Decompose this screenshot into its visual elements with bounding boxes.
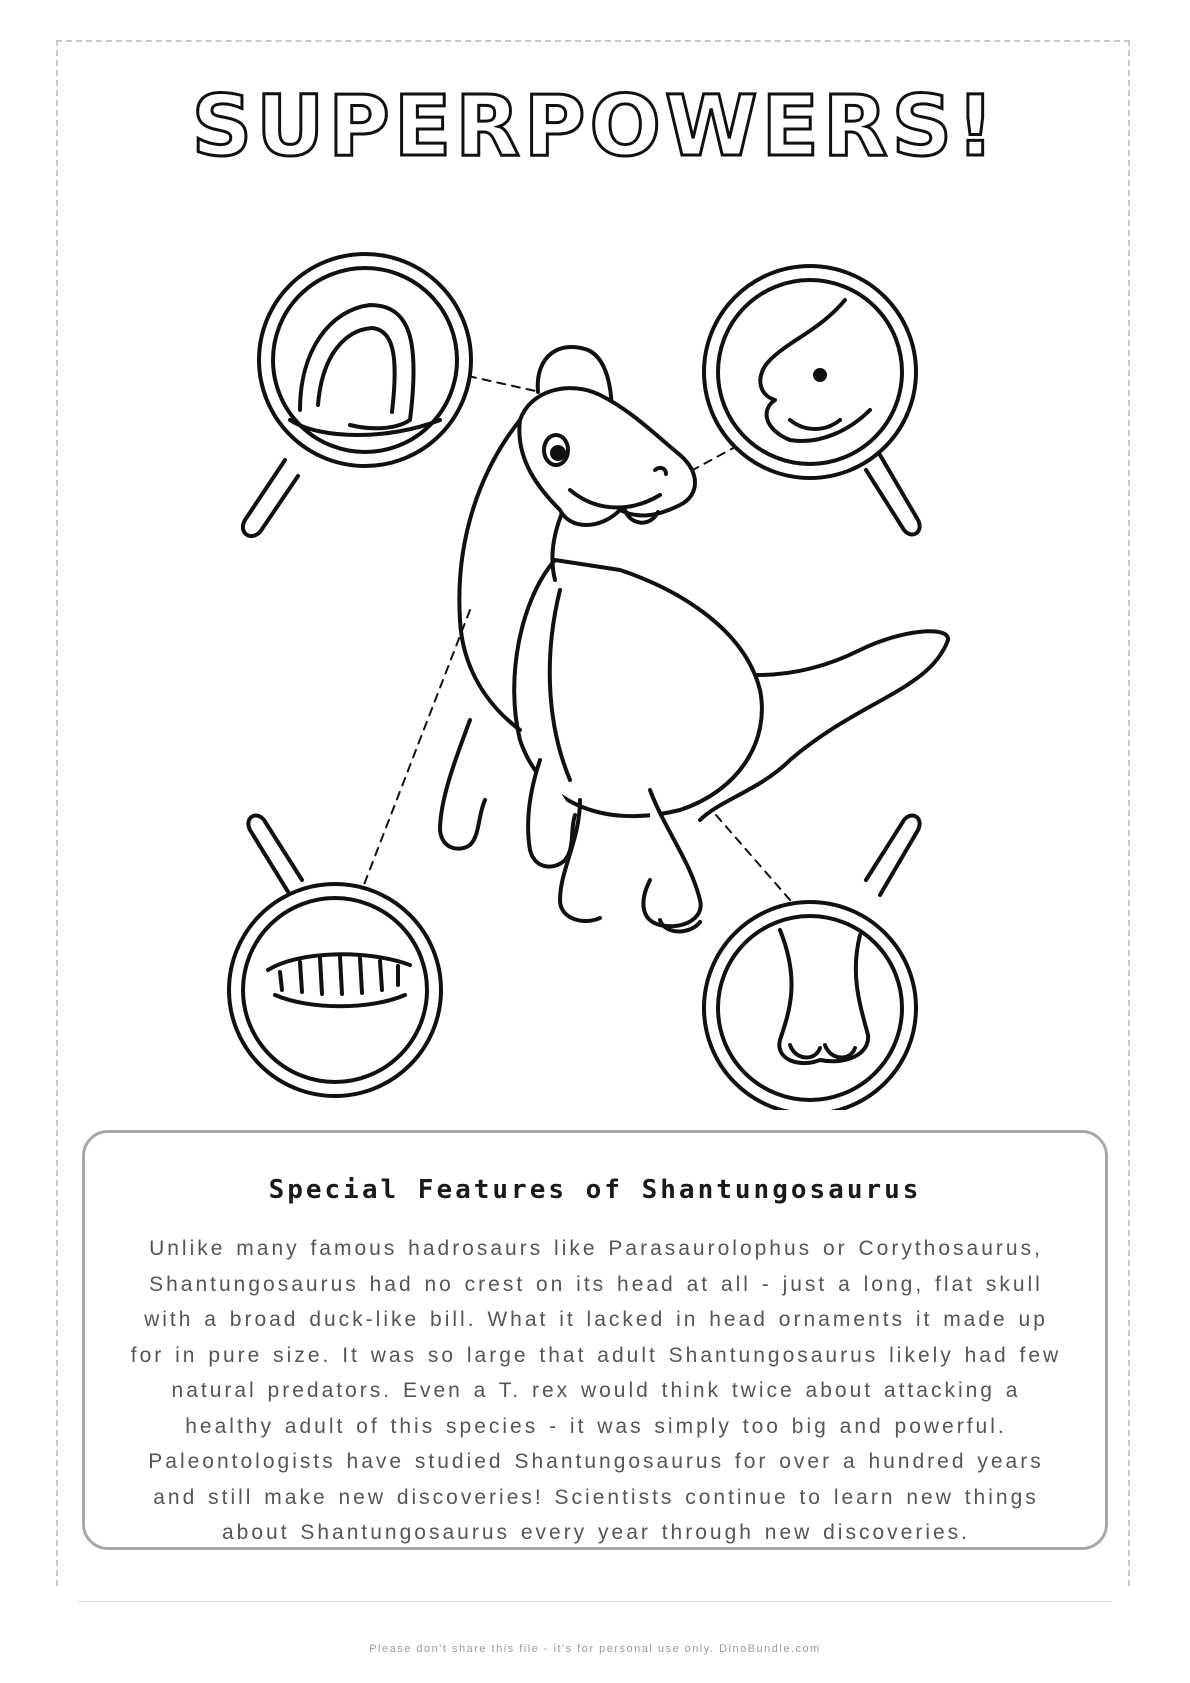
page-title: SUPERPOWERS!: [191, 77, 999, 175]
footer-divider: [78, 1601, 1112, 1602]
dinosaur-illustration: [200, 230, 990, 1110]
info-heading: Special Features of Shantungosaurus: [268, 1175, 922, 1205]
info-body: Unlike many famous hadrosaurs like Parasaurolophus or Corythosaurus, Shantungosaurus had no crest on its head at all - just a long, flat skull with a broad duck-like bill. What it lacked in head ornaments it made up for in pure size. It was so large that adult Shantungosaurus likely had few natural predators. Even a T. rex would think twice about attacking a healthy adult of this species - it was simply too big and powerful. Paleontologists have studied Shantungosaurus for over a hundred years and still make new discoveries! Scientists continue to learn new things about Shantungosaurus every year through new discoveries.: [130, 1237, 1062, 1544]
crest-magnifier-icon: [243, 254, 471, 536]
teeth-magnifier-icon: [229, 815, 441, 1096]
info-box: [82, 1130, 1108, 1550]
footer-note: Please don't share this file - it's for personal use only. DinoBundle.com: [369, 1643, 821, 1655]
bill-magnifier-icon: [704, 266, 920, 535]
foot-magnifier-icon: [704, 815, 920, 1110]
